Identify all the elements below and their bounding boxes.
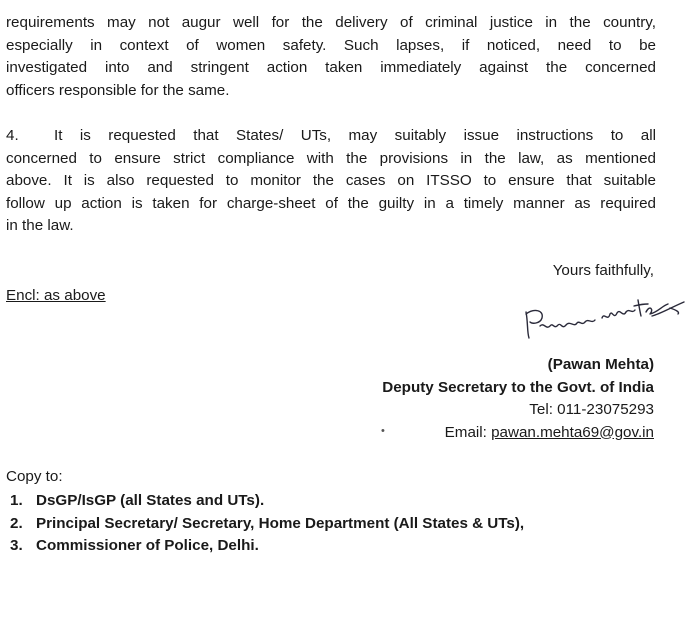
signatory-telephone [382, 399, 654, 422]
copy-to-list [10, 490, 524, 558]
copy-to-item-number: 2. [10, 514, 23, 532]
paragraph-line [6, 125, 656, 148]
signature-block [382, 354, 654, 444]
signatory-email [382, 422, 654, 445]
paragraph-line: requirements may not augur well for the delivery of criminal justice in the country, [6, 14, 656, 31]
paragraph-line: above. It is also requested to monitor the cases on ITSSO to ensure that suitable [6, 172, 656, 189]
closing-salutation: Yours faithfully, [552, 262, 654, 279]
signatory-designation: Deputy Secretary to the Govt. of India [382, 378, 654, 396]
paragraph-line: follow up action is taken for charge-sheet of the guilty in a timely manner as required [6, 194, 656, 212]
stray-mark: • [381, 425, 385, 437]
copy-to-item-text: DsGP/IsGP (all States and UTs). [36, 492, 265, 509]
copy-to-item-number: 1. [10, 492, 23, 509]
tel-number: 011-23075293 [557, 401, 654, 418]
copy-to-item [10, 535, 524, 558]
paragraph-line: investigated into and stringent action taken immediately against the concerned [6, 59, 656, 76]
copy-to-item-number: 3. [10, 537, 23, 554]
paragraph-line: concerned to ensure strict compliance with the provisions in the law, as mentioned [6, 149, 656, 167]
email-link[interactable]: pawan.mehta69@gov.in [491, 423, 654, 441]
paragraph-continuation [6, 12, 656, 102]
email-label: Email: [444, 423, 487, 441]
copy-to-title: Copy to: [6, 468, 63, 485]
paragraph-4 [6, 125, 656, 238]
enclosure-note: Encl: as above [6, 287, 106, 304]
tel-label: Tel: [529, 401, 553, 418]
handwritten-signature [520, 292, 690, 342]
paragraph-line: officers responsible for the same. [6, 81, 230, 99]
copy-to-item-text: Commissioner of Police, Delhi. [36, 537, 259, 554]
paragraph-number: 4. [6, 127, 19, 144]
copy-to-item [10, 490, 524, 513]
paragraph-line: in the law. [6, 217, 74, 234]
signatory-name: (Pawan Mehta) [547, 356, 654, 373]
paragraph-line: especially in context of women safety. Such lapses, if noticed, need to be [6, 36, 656, 54]
copy-to-item-text: Principal Secretary/ Secretary, Home Department (All States & UTs), [36, 514, 525, 532]
paragraph-line-text: It is requested that States/ UTs, may suitably issue instructions to all [54, 127, 656, 144]
copy-to-item [10, 513, 524, 536]
